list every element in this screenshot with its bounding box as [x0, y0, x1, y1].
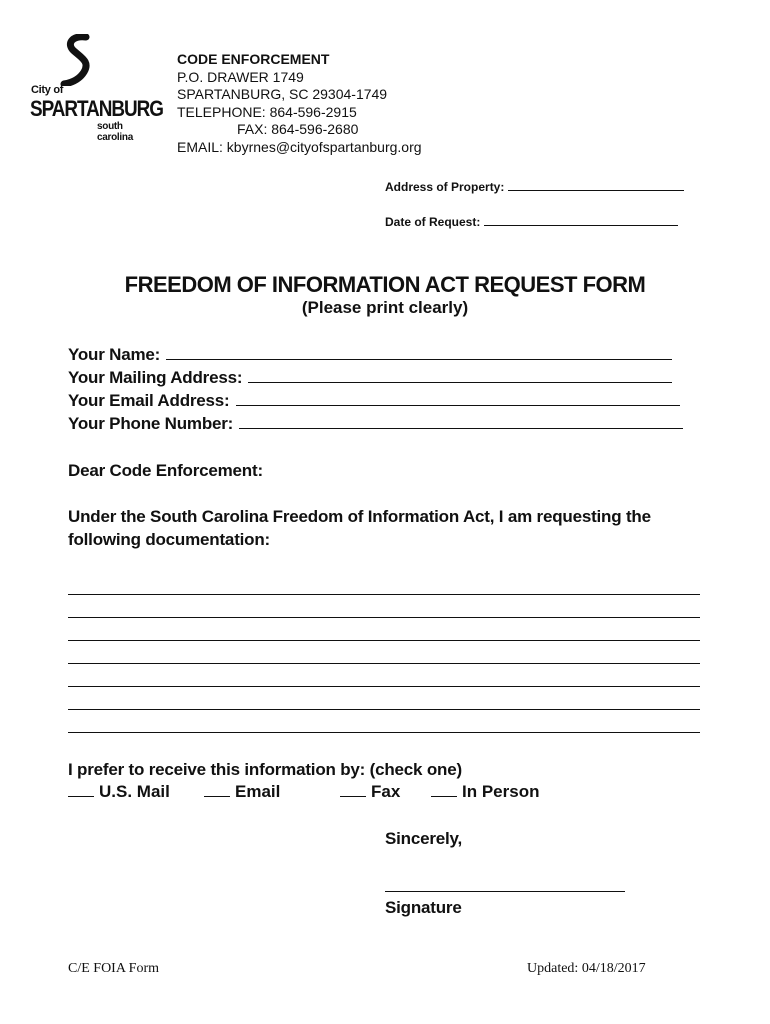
- phone-number-line[interactable]: [239, 416, 683, 429]
- documentation-line[interactable]: [68, 686, 700, 687]
- option-us-mail-blank[interactable]: [68, 784, 94, 797]
- date-of-request-field[interactable]: [385, 215, 678, 229]
- department-name: CODE ENFORCEMENT: [177, 51, 330, 67]
- fax: FAX: 864-596-2680: [237, 121, 359, 137]
- email: EMAIL: kbyrnes@cityofspartanburg.org: [177, 138, 422, 155]
- option-us-mail-label: U.S. Mail: [99, 782, 170, 801]
- option-fax[interactable]: [340, 782, 400, 802]
- option-in-person-label: In Person: [462, 782, 540, 801]
- signature-line[interactable]: [385, 891, 625, 892]
- option-in-person-blank[interactable]: [431, 784, 457, 797]
- city-state-zip: SPARTANBURG, SC 29304-1749: [177, 86, 388, 102]
- form-subtitle: (Please print clearly): [301, 298, 469, 317]
- logo-city-name: SPARTANBURG: [30, 96, 164, 121]
- logo-state: south carolina: [97, 121, 133, 143]
- documentation-line[interactable]: [68, 709, 700, 710]
- option-us-mail[interactable]: [68, 782, 170, 802]
- mailing-address-line[interactable]: [248, 370, 672, 383]
- name-field[interactable]: [68, 345, 672, 365]
- email-address-label: Your Email Address:: [68, 391, 230, 410]
- name-label: Your Name:: [68, 345, 161, 364]
- date-of-request-line[interactable]: [484, 215, 678, 226]
- address-of-property-line[interactable]: [508, 180, 684, 191]
- mailing-address-label: Your Mailing Address:: [68, 368, 243, 387]
- phone-number-label: Your Phone Number:: [68, 414, 234, 433]
- form-title: FREEDOM OF INFORMATION ACT REQUEST FORM: [124, 272, 646, 297]
- request-text-line-1: Under the South Carolina Freedom of Information Act, I am requesting the: [68, 507, 651, 526]
- city-logo: [30, 34, 164, 143]
- email-address-field[interactable]: [68, 391, 680, 411]
- documentation-line[interactable]: [68, 663, 700, 664]
- documentation-line[interactable]: [68, 594, 700, 595]
- email-address-line[interactable]: [236, 393, 680, 406]
- documentation-line[interactable]: [68, 617, 700, 618]
- po-box: P.O. DRAWER 1749: [177, 68, 304, 85]
- mailing-address-field[interactable]: [68, 368, 672, 388]
- option-in-person[interactable]: [431, 782, 539, 802]
- documentation-line[interactable]: [68, 732, 700, 733]
- name-line[interactable]: [166, 347, 672, 360]
- option-email-blank[interactable]: [204, 784, 230, 797]
- request-text-line-2: following documentation:: [68, 530, 271, 549]
- option-email-label: Email: [235, 782, 281, 801]
- salutation: Dear Code Enforcement:: [68, 461, 263, 480]
- delivery-prompt: I prefer to receive this information by: (check one): [68, 760, 462, 779]
- date-of-request-label: Date of Request:: [385, 215, 481, 229]
- phone-number-field[interactable]: [68, 414, 683, 434]
- option-email[interactable]: [204, 782, 280, 802]
- telephone: TELEPHONE: 864-596-2915: [177, 103, 357, 120]
- closing: Sincerely,: [385, 829, 463, 848]
- department-address-block: [177, 51, 422, 156]
- footer-updated-date: Updated: 04/18/2017: [527, 961, 646, 976]
- documentation-line[interactable]: [68, 640, 700, 641]
- option-fax-label: Fax: [371, 782, 401, 801]
- address-of-property-label: Address of Property:: [385, 180, 505, 194]
- address-of-property-field[interactable]: [385, 180, 684, 194]
- logo-city-of: City of: [31, 84, 64, 96]
- signature-label: Signature: [385, 898, 462, 917]
- spartanburg-s-logo-icon: [60, 34, 96, 86]
- option-fax-blank[interactable]: [340, 784, 366, 797]
- footer-form-name: C/E FOIA Form: [68, 961, 160, 976]
